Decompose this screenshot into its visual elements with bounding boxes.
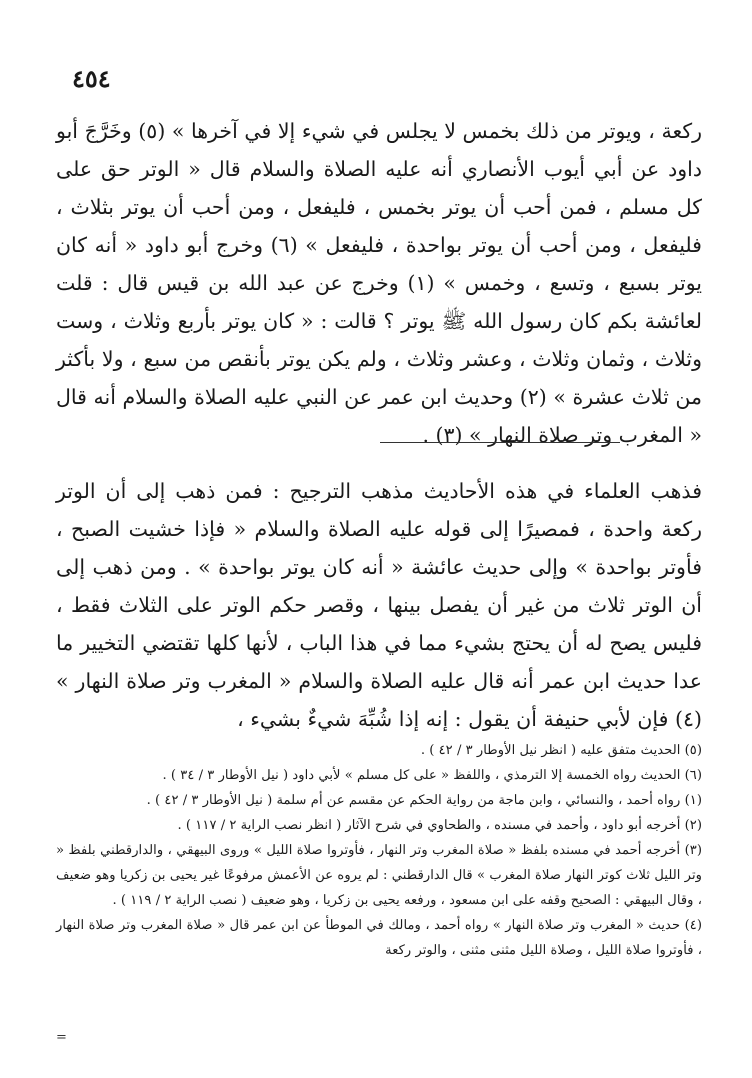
footnote-5: (٥) الحديث متفق عليه ( انظر نيل الأوطار ٣ / ٤٢ ) . [420,743,702,758]
section-divider [380,442,620,443]
footnote-1: (١) رواه أحمد ، والنسائي ، وابن ماجة من رواية الحكم عن مقسم عن أم سلمة ( نيل الأوطار ٣ / ٤٢ ) . [146,793,702,808]
footnote-4: (٤) حديث « المغرب وتر صلاة النهار » رواه أحمد ، ومالك في الموطأ عن ابن عمر قال « صلاة المغرب وتر صلاة النهار ، فأوتروا صلاة الليل ، وصلاة الليل مثنى مثنى ، والوتر ركعة [56,918,702,958]
paragraph-1: ركعة ، ويوتر من ذلك بخمس لا يجلس في شيء إلا في آخرها » (٥) وخَرَّجَ أبو داود عن أبي أيوب الأنصاري أنه عليه الصلاة والسلام قال « الوتر حق على كل مسلم ، فمن أحب أن يوتر بخمس ، فليفعل ، ومن أحب أن يوتر بثلاث ، فليفعل ، ومن أحب أن يوتر بواحدة ، فليفعل » (٦) وخرج أبو داود « أنه كان يوتر بسبع ، وتسع ، وخمس » (١) وخرج عن عبد الله بن قيس قال : قلت لعائشة بكم كان رسول الله ﷺ يوتر ؟ قالت : « كان يوتر بأربع وثلاث ، وست وثلاث ، وثمان وثلاث ، وعشر وثلاث ، ولم يكن يوتر بأنقص من سبع ، ولا بأكثر من ثلاث عشرة » (٢) وحديث ابن عمر عن النبي عليه الصلاة والسلام أنه قال « المغرب وتر صلاة النهار » (٣) . [56,119,703,447]
footnote-6: (٦) الحديث رواه الخمسة إلا الترمذي ، واللفظ « على كل مسلم » لأبي داود ( نيل الأوطار ٣ / ٣٤ ) . [162,768,702,783]
footnote-2: (٢) أخرجه أبو داود ، وأحمد في مسنده ، والطحاوي في شرح الآثار ( انظر نصب الراية ٢ / ١١٧ ) . [177,818,702,833]
footnote-3: (٣) أخرجه أحمد في مسنده بلفظ « صلاة المغرب وتر النهار ، فأوتروا صلاة الليل » وروى البيهقي ، والدارقطني بلفظ « وتر الليل ثلاث كوتر النهار صلاة المغرب » قال الدارقطني : لم يروه عن الأعمش مرفوعًا غير يحيى بن زكريا وهو ضعيف ، وقال البيهقي : الصحيح وقفه على ابن مسعود ، ورفعه يحيى بن زكريا ، وهو ضعيف ( نصب الراية ٢ / ١١٩ ) . [56,843,702,908]
continuation-mark: = [56,1030,67,1045]
footnotes [56,738,702,963]
paragraph-2: فذهب العلماء في هذه الأحاديث مذهب الترجيح : فمن ذهب إلى أن الوتر ركعة واحدة ، فمصيرًا إلى قوله عليه الصلاة والسلام « فإذا خشيت الصبح ، فأوتر بواحدة » وإلى حديث عائشة « أنه كان يوتر بواحدة » . ومن ذهب إلى أن الوتر ثلاث من غير أن يفصل بينها ، وقصر حكم الوتر على الثلاث فقط ، فليس يصح له أن يحتج بشيء مما في هذا الباب ، لأنها كلها تقتضي التخيير ما عدا حديث ابن عمر أنه قال عليه الصلاة والسلام « المغرب وتر صلاة النهار » (٤) فإن لأبي حنيفة أن يقول : إنه إذا شُبِّهَ شيءٌ بشيء ، [56,479,702,731]
main-text [56,112,702,738]
page-number: ٤٥٤ [72,64,111,93]
